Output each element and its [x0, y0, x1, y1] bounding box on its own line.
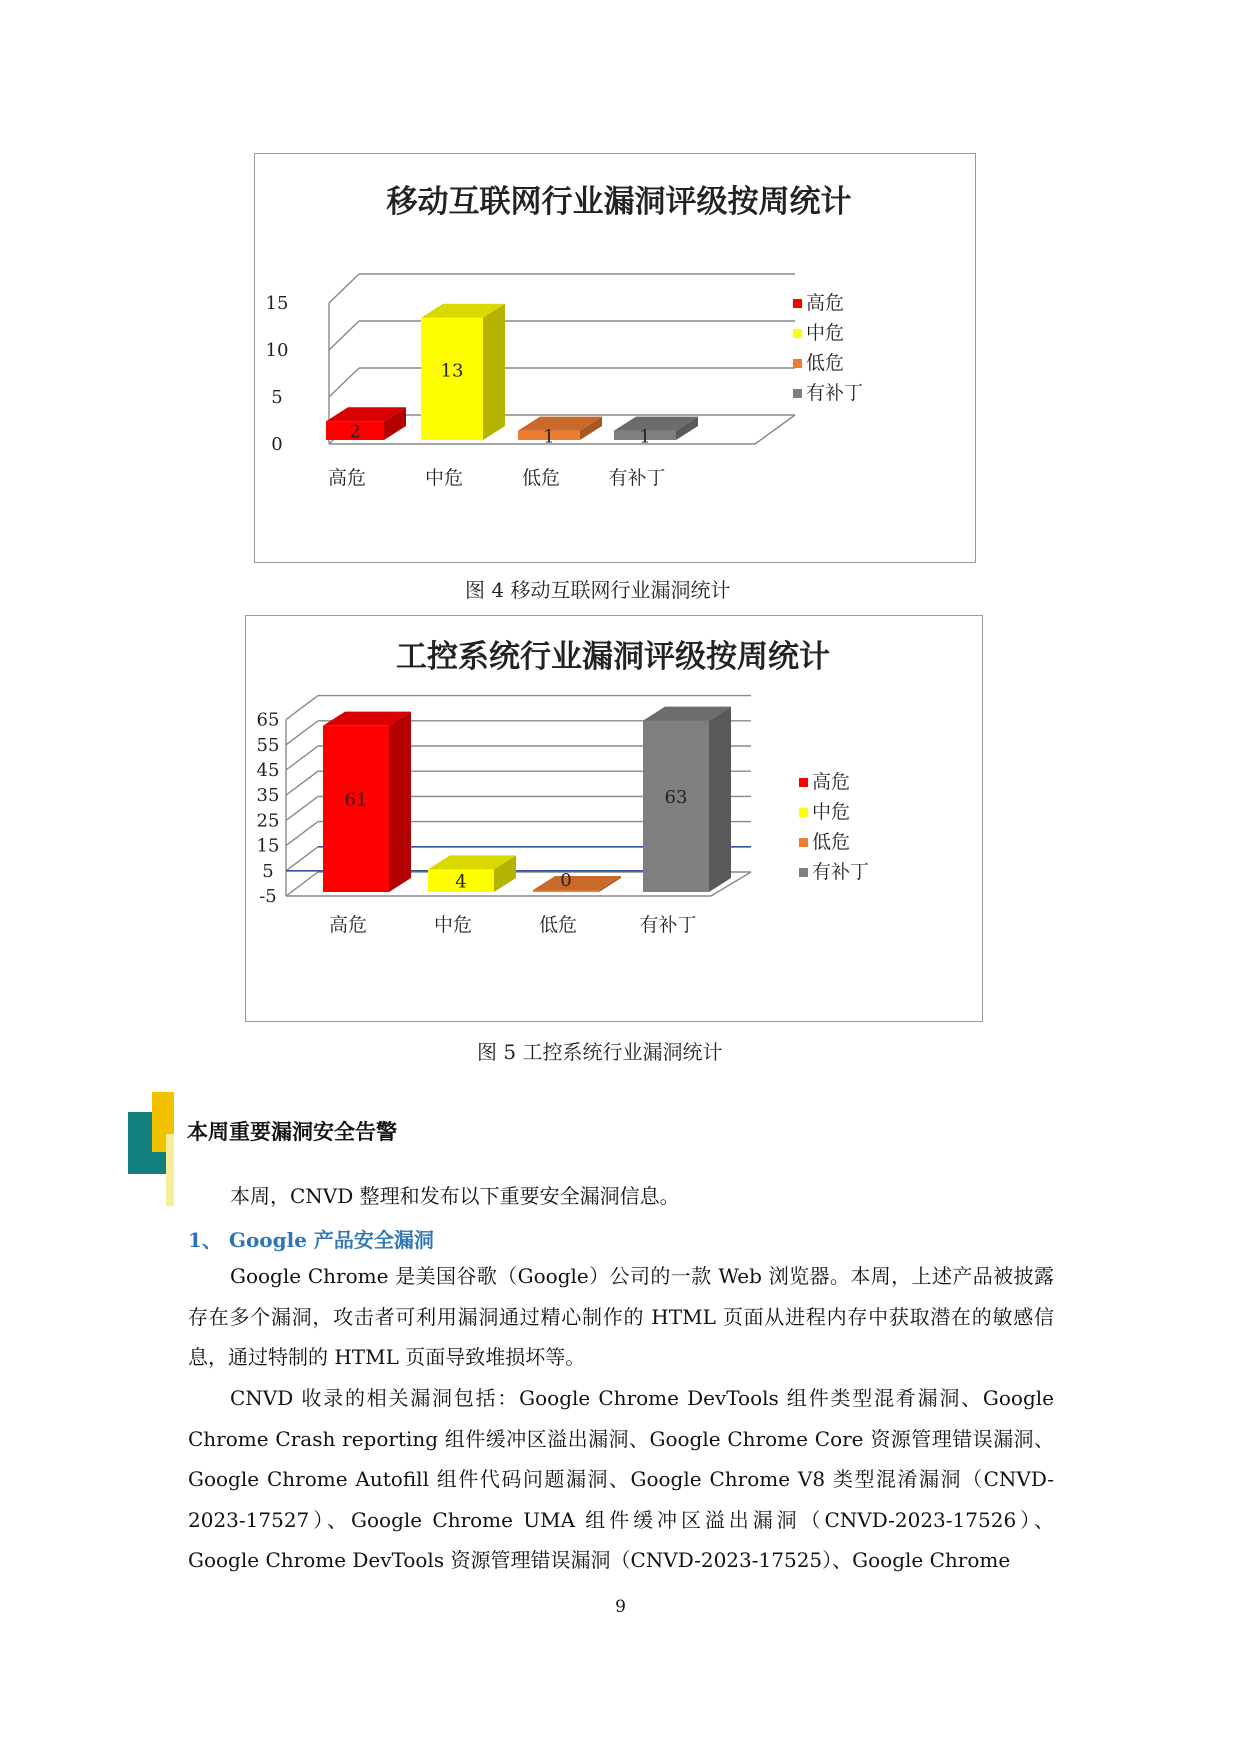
legend-swatch — [793, 389, 802, 398]
google-subheading: 1、 Google 产品安全漏洞 — [188, 1228, 434, 1252]
bar-value-label: 1 — [639, 426, 651, 448]
y-tick-label: 0 — [271, 434, 283, 455]
section-title: 本周重要漏洞安全告警 — [187, 1120, 397, 1144]
figure-4-caption: 图 4 移动互联网行业漏洞统计 — [465, 578, 731, 602]
legend-swatch — [799, 808, 808, 817]
bar-value-label: 61 — [344, 789, 368, 811]
legend-swatch — [799, 868, 808, 877]
bar-value-label: 0 — [560, 870, 572, 891]
side-gridline — [286, 721, 318, 745]
side-gridline — [286, 796, 318, 820]
side-gridline — [329, 321, 359, 350]
pale-bar-decoration — [166, 1134, 174, 1206]
bar-side — [709, 707, 731, 892]
y-tick-label: 45 — [256, 760, 280, 781]
intro-paragraph: 本周，CNVD 整理和发布以下重要安全漏洞信息。 — [230, 1184, 680, 1208]
bar-value-label: 1 — [543, 426, 555, 448]
y-tick-label: 35 — [256, 785, 280, 807]
y-tick-label: 25 — [256, 810, 280, 832]
legend-label: 低危 — [806, 352, 845, 374]
legend-label: 中危 — [806, 322, 845, 344]
legend-swatch — [793, 299, 802, 308]
legend-swatch — [793, 329, 802, 338]
y-tick-label: 10 — [265, 340, 289, 361]
bar-value-label: 2 — [349, 421, 361, 443]
category-label: 低危 — [521, 467, 561, 489]
legend-swatch — [799, 778, 808, 787]
category-label: 有补丁 — [639, 914, 697, 936]
chart-mobile-internet — [254, 153, 976, 563]
side-gridline — [329, 274, 359, 303]
side-gridline — [286, 847, 318, 871]
bar-value-label: 4 — [455, 871, 467, 893]
bar-top — [533, 876, 621, 890]
bar-value-label: 63 — [664, 786, 688, 808]
chart-industrial-control-svg — [246, 616, 981, 1020]
category-label: 高危 — [327, 467, 367, 489]
category-label: 低危 — [538, 914, 578, 936]
y-tick-label: 5 — [262, 860, 274, 882]
chart-title: 工控系统行业漏洞评级按周统计 — [396, 639, 830, 675]
google-paragraph-1: Google Chrome 是美国谷歌（Google）公司的一款 Web 浏览器。本周，上述产品被披露存在多个漏洞，攻击者可利用漏洞通过精心制作的 HTML 页面从进程内存中获取潜在的敏感信息，通过特制的 HTML 页面导致堆损坏等。 — [188, 1264, 1054, 1369]
side-gridline — [329, 368, 359, 397]
page-number: 9 — [615, 1597, 626, 1617]
legend-label: 中危 — [812, 801, 851, 823]
bar-value-label: 13 — [440, 360, 464, 382]
legend-swatch — [793, 359, 802, 368]
section-heading-decoration — [128, 1092, 188, 1198]
y-tick-label: 5 — [271, 387, 283, 408]
y-tick-label: 15 — [256, 835, 280, 857]
google-paragraph-2: CNVD 收录的相关漏洞包括：Google Chrome DevTools 组件类型混肴漏洞、Google Chrome Crash reporting 组件缓冲区溢出漏洞、Google Chrome Core 资源管理错误漏洞、Google Chrome Autofill 组件代码问题漏洞、Google Chrome V8 类型混淆漏洞（CNVD-2023-17527）、Google Chrome UMA 组件缓冲区溢出漏洞（CNVD-2023-17526）、Google Chrome DevTools 资源管理错误漏洞（CNVD-2023-17525）、Google Chrome — [188, 1386, 1054, 1572]
bar-side — [483, 304, 505, 440]
legend-label: 高危 — [812, 771, 851, 793]
chart-mobile-internet-svg — [255, 154, 974, 561]
y-tick-label: 55 — [256, 734, 280, 756]
figure-5-caption: 图 5 工控系统行业漏洞统计 — [477, 1040, 723, 1064]
y-tick-label: 65 — [256, 709, 280, 731]
floor-right-edge — [755, 415, 795, 444]
legend-label: 高危 — [806, 292, 845, 314]
legend-label: 低危 — [812, 831, 851, 853]
category-label: 有补丁 — [608, 467, 666, 489]
category-label: 中危 — [424, 467, 464, 489]
legend-swatch — [799, 838, 808, 847]
legend-label: 有补丁 — [812, 861, 870, 883]
chart-title: 移动互联网行业漏洞评级按周统计 — [386, 184, 852, 220]
side-gridline — [286, 872, 318, 896]
y-tick-label: -5 — [259, 886, 277, 907]
category-label: 中危 — [433, 914, 473, 936]
side-gridline — [286, 696, 318, 720]
legend-label: 有补丁 — [806, 382, 864, 404]
side-gridline — [286, 822, 318, 846]
y-tick-label: 15 — [265, 293, 289, 314]
side-gridline — [286, 746, 318, 770]
category-label: 高危 — [328, 914, 368, 936]
side-gridline — [286, 771, 318, 795]
bar-side — [389, 712, 411, 892]
chart-industrial-control — [245, 615, 983, 1022]
